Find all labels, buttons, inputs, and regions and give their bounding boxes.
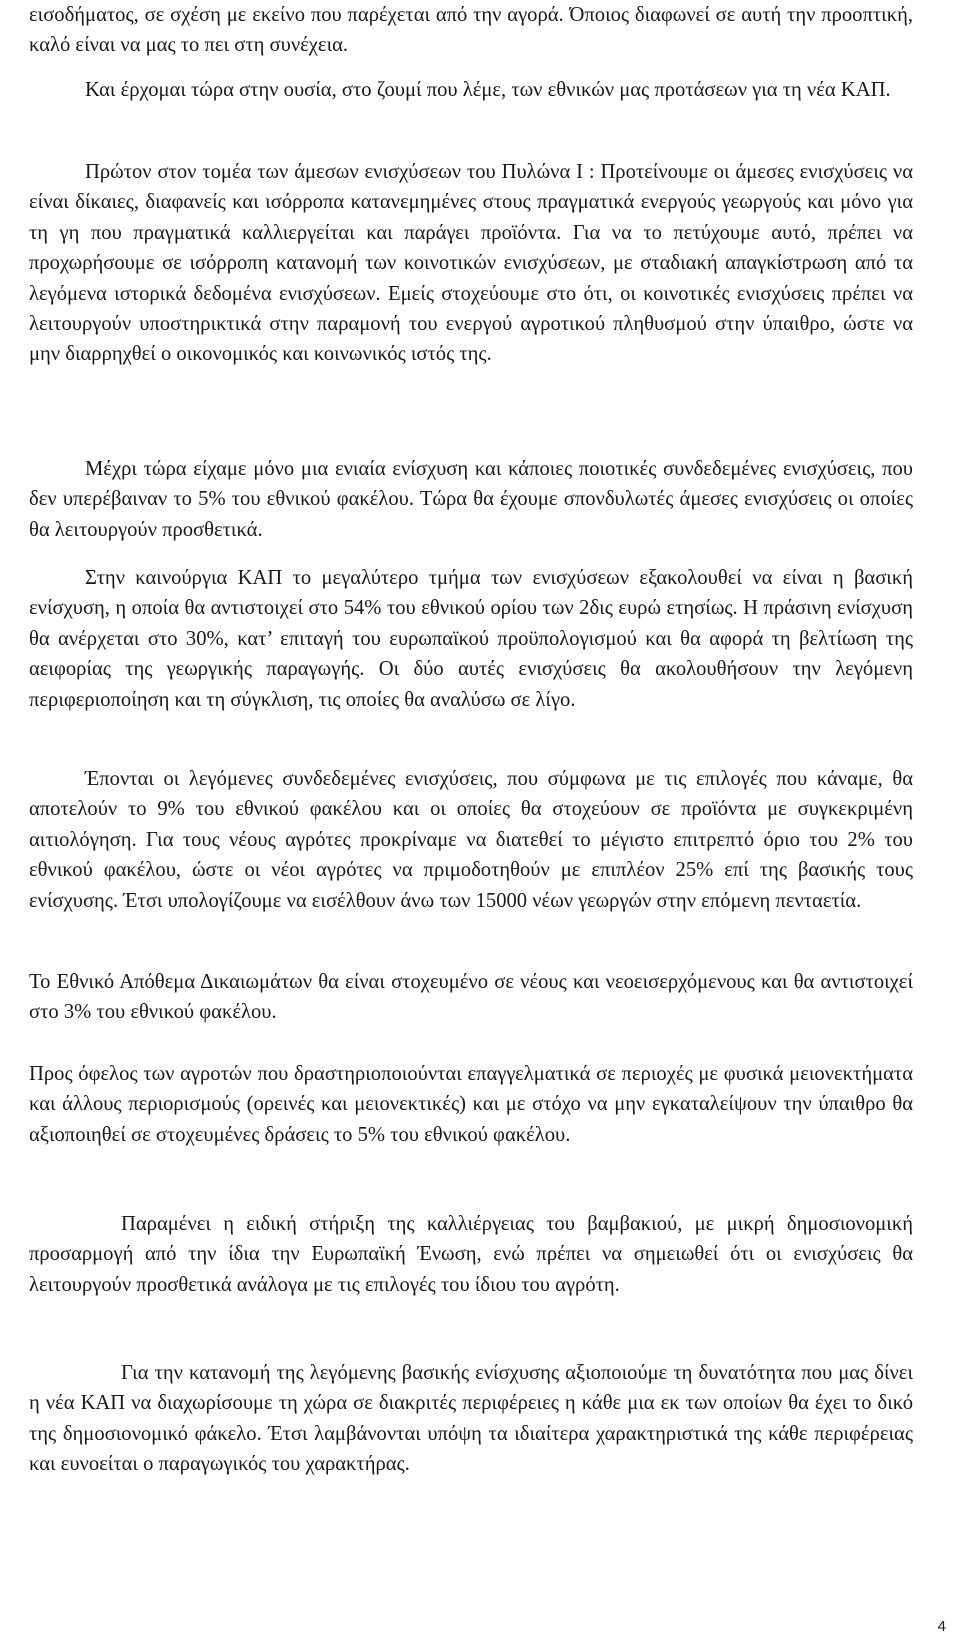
paragraph-regionalisation: Για την κατανομή της λεγόμενης βασικής ενίσχυσης αξιοποιούμε τη δυνατότητα που μας δίνει η νέα ΚΑΠ να διαχωρίσουμε τη χώρα σε διακριτές περιφέρειες η κάθε μια εκ των οποίων θα έχει το δικό της δημοσιονομικό φάκελο. Έτσι λαμβάνονται υπόψη τα ιδιαίτερα χαρακτηριστικά της κάθε περιφέρειας και ευνοείται ο παραγωγικός του χαρακτήρας. xyxy=(29,1362,913,1476)
paragraph-national-reserve: Το Εθνικό Απόθεμα Δικαιωμάτων θα είναι στοχευμένο σε νέους και νεοεισερχόμενους και θα αντιστοιχεί στο 3% του εθνικού φακέλου. xyxy=(29,971,913,1024)
paragraph-basic-payment: Στην καινούργια ΚΑΠ το μεγαλύτερο τμήμα των ενισχύσεων εξακολουθεί να είναι η βασική ενίσχυση, η οποία θα αντιστοιχεί στο 54% του εθνικού ορίου των 2δις ευρώ ετησίως. Η πράσινη ενίσχυση θα ανέρχεται στο 30%, κατ’ επιταγή του ευρωπαϊκού προϋπολογισμού και θα αφορά τη βελτίωση της αειφορίας της γεωργικής παραγωγής. Οι δύο αυτές ενισχύσεις θα ακολουθήσουν την λεγόμενη περιφεριοποίηση και τη σύγκλιση, τις οποίες θα αναλύσω σε λίγο. xyxy=(29,567,913,711)
paragraph-cotton-support: Παραμένει η ειδική στήριξη της καλλιέργειας του βαμβακιού, με μικρή δημοσιονομική προσαρμογή από την ίδια την Ευρωπαϊκή Ένωση, ενώ πρέπει να σημειωθεί ότι οι ενισχύσεις θα λειτουργούν προσθετικά ανάλογα με τις επιλογές του ίδιου του αγρότη. xyxy=(29,1213,913,1296)
paragraph-intro-proposals: Και έρχομαι τώρα στην ουσία, στο ζουμί που λέμε, των εθνικών μας προτάσεων για τη νέα ΚΑΠ. xyxy=(85,79,891,101)
paragraph-coupled-payments: Μέχρι τώρα είχαμε μόνο μια ενιαία ενίσχυση και κάποιες ποιοτικές συνδεδεμένες ενισχύσεις, που δεν υπερέβαιναν το 5% του εθνικού φακέλου. Τώρα θα έχουμε σπονδυλωτές άμεσες ενισχύσεις οι οποίες θα λειτουργούν προσθετικά. xyxy=(29,458,913,541)
paragraph-young-farmers: Έπονται οι λεγόμενες συνδεδεμένες ενισχύσεις, που σύμφωνα με τις επιλογές που κάναμε, θα αποτελούν το 9% του εθνικού φακέλου και οι οποίες θα στοχεύουν σε προϊόντα με συγκεκριμένη αιτιολόγηση. Για τους νέους αγρότες προκρίναμε να διατεθεί το μέγιστο επιτρεπτό όριο του 2% του εθνικού φακέλου, ώστε οι νέοι αγρότες να πριμοδοτηθούν με επιπλέον 25% επί της βασικής τους ενίσχυσης. Έτσι υπολογίζουμε να εισέλθουν άνω των 15000 νέων γεωργών στην επόμενη πενταετία. xyxy=(29,768,913,912)
paragraph-direct-payments: Πρώτον στον τομέα των άμεσων ενισχύσεων του Πυλώνα Ι : Προτείνουμε οι άμεσες ενισχύσεις να είναι δίκαιες, διαφανείς και ισόρροπα κατανεμημένες στους πραγματικά ενεργούς γεωργούς και μόνο για τη γη που πραγματικά καλλιεργείται και παράγει προϊόντα. Για να το πετύχουμε αυτό, πρέπει να προχωρήσουμε σε ισόρροπη κατανομή των κοινοτικών ενισχύσεων, με σταδιακή απαγκίστρωση από τα λεγόμενα ιστορικά δεδομένα ενισχύσεων. Εμείς στοχεύουμε στο ότι, οι κοινοτικές ενισχύσεις πρέπει να λειτουργούν υποστηρικτικά στην παραμονή του ενεργού αγροτικού πληθυσμού στην ύπαιθρο, ώστε να μην διαρρηχθεί ο οικονομικός και κοινωνικός ιστός της. xyxy=(29,161,913,366)
paragraph-continuation: εισοδήματος, σε σχέση με εκείνο που παρέχεται από την αγορά. Όποιος διαφωνεί σε αυτή την προοπτική, καλό είναι να μας το πει στη συνέχεια. xyxy=(29,4,913,57)
page-number: 4 xyxy=(937,1618,946,1635)
paragraph-less-favoured-areas: Προς όφελος των αγροτών που δραστηριοποιούνται επαγγελματικά σε περιοχές με φυσικά μειονεκτήματα και άλλους περιορισμούς (ορεινές και μειονεκτικές) και με στόχο να μην εγκαταλείψουν την ύπαιθρο θα αξιοποιηθεί σε στοχευμένες δράσεις το 5% του εθνικού φακέλου. xyxy=(29,1063,913,1146)
